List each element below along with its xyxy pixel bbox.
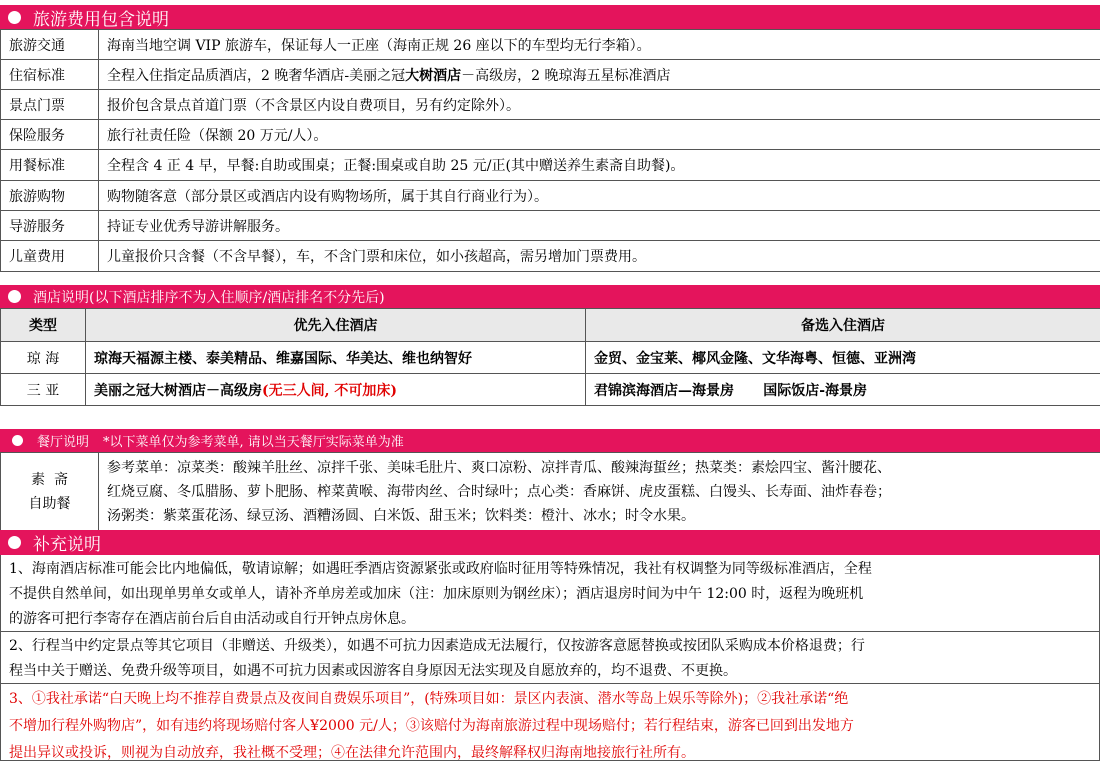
bullet-icon: [12, 435, 23, 446]
restaurant-menu: [99, 453, 1100, 531]
bullet-icon: [8, 11, 21, 24]
row-label: 旅游购物: [1, 181, 99, 211]
note-line: 2、行程当中约定景点等其它项目（非赠送、升级类），如遇不可抗力因素造成无法履行，仅按游客意愿替换或按团队采购成本价格退费；行: [9, 634, 1091, 659]
restaurant-section-header: [0, 429, 1100, 452]
supplement-note-2: [0, 632, 1100, 684]
row-text: [99, 60, 1100, 90]
row-label: 儿童费用: [1, 241, 99, 272]
hotel-preferred-name: 美丽之冠大树酒店－高级房: [94, 383, 262, 399]
hotel-preferred: [86, 374, 586, 406]
note-line: 提出异议或投诉，则视为自动放弃，我社概不受理；④在法律允许范围内，最终解释权归海南地接旅行社所有。: [9, 740, 1091, 767]
header-type: 类型: [1, 309, 86, 342]
row-label: 住宿标准: [1, 60, 99, 90]
bullet-icon: [8, 290, 21, 303]
row-text: 儿童报价只含餐（不含早餐），车，不含门票和床位，如小孩超高，需另增加门票费用。: [99, 241, 1100, 272]
hotel-preferred-name: 琼海天福源主楼、泰美精品、维嘉国际、华美达、维也纳智好: [94, 351, 472, 367]
menu-line: 参考菜单：凉菜类：酸辣羊肚丝、凉拌千张、美味毛肚片、爽口凉粉、凉拌青瓜、酸辣海蜇丝；热菜类：素烩四宝、酱汁腰花、: [107, 456, 1092, 480]
table-row: [1, 342, 1100, 374]
table-row: [1, 120, 1100, 150]
restaurant-label-line: 自助餐: [9, 492, 90, 516]
supplement-note-3: [0, 684, 1100, 761]
row-text-part: 全程入住指定品质酒店，2 晚奢华酒店-美丽之冠: [107, 68, 405, 84]
row-label: 景点门票: [1, 90, 99, 120]
cost-table: [0, 29, 1100, 272]
row-text: 持证专业优秀导游讲解服务。: [99, 211, 1100, 241]
hotel-section-header: [0, 285, 1100, 308]
supplement-section-title: 补充说明: [33, 530, 101, 555]
hotel-table: [0, 308, 1100, 406]
table-row: [1, 30, 1100, 60]
restaurant-table: [0, 452, 1100, 531]
bullet-icon: [8, 536, 21, 549]
table-header-row: [1, 309, 1100, 342]
row-label: 旅游交通: [1, 30, 99, 60]
hotel-type: 琼 海: [1, 342, 86, 374]
note-line: 程当中关于赠送、免费升级等项目，如遇不可抗力因素或因游客自身原因无法实现及自愿放弃的，均不退费、不更换。: [9, 659, 1091, 684]
table-row: [1, 181, 1100, 211]
row-text: 全程含 4 正 4 早，早餐:自助或围桌；正餐:围桌或自助 25 元/正(其中赠送养生素斋自助餐)。: [99, 150, 1100, 181]
row-text: 购物随客意（部分景区或酒店内设有购物场所，属于其自行商业行为）。: [99, 181, 1100, 211]
menu-line: 汤粥类：紫菜蛋花汤、绿豆汤、酒糟汤圆、白米饭、甜玉米；饮料类：橙汁、冰水；时令水果。: [107, 504, 1092, 528]
note-line: 不提供自然单间，如出现单男单女或单人，请补齐单房差或加床（注：加床原则为钢丝床）；酒店退房时间为中午 12:00 时，返程为晚班机: [9, 582, 1091, 607]
hotel-type: 三 亚: [1, 374, 86, 406]
note-line: 的游客可把行李寄存在酒店前台后自由活动或自行开钟点房休息。: [9, 607, 1091, 632]
row-text-bold: 大树酒店: [405, 68, 461, 84]
table-row: [1, 150, 1100, 181]
note-line: 不增加行程外购物店”，如有违约将现场赔付客人¥2000 元/人；③该赔付为海南旅游过程中现场赔付；若行程结束，游客已回到出发地方: [9, 713, 1091, 740]
hotel-section-title: 酒店说明(以下酒店排序不为入住顺序/酒店排名不分先后): [33, 287, 385, 307]
menu-line: 红烧豆腐、冬瓜腊肠、萝卜肥肠、榨菜黄喉、海带肉丝、合时绿叶；点心类：香麻饼、虎皮蛋糕、白馒头、长寿面、油炸春卷；: [107, 480, 1092, 504]
table-row: [1, 453, 1100, 531]
restaurant-label: [1, 453, 99, 531]
restaurant-section-title: 餐厅说明: [37, 431, 89, 450]
row-text: 海南当地空调 VIP 旅游车，保证每人一正座（海南正规 26 座以下的车型均无行李箱）。: [99, 30, 1100, 60]
row-text: 报价包含景点首道门票（不含景区内设自费项目，另有约定除外）。: [99, 90, 1100, 120]
supplement-note-1: [0, 555, 1100, 632]
table-row: [1, 90, 1100, 120]
hotel-alternate: 君锦滨海酒店—海景房 国际饭店-海景房: [586, 374, 1100, 406]
hotel-alternate: 金贸、金宝莱、椰风金隆、文华海粤、恒德、亚洲湾: [586, 342, 1100, 374]
cost-section-title: 旅游费用包含说明: [33, 5, 169, 30]
hotel-preferred-note: (无三人间, 不可加床): [262, 383, 397, 399]
row-label: 用餐标准: [1, 150, 99, 181]
restaurant-label-line: 素 斋: [9, 468, 90, 492]
header-alternate: 备选入住酒店: [586, 309, 1100, 342]
table-row: [1, 374, 1100, 406]
row-text-part: －高级房，2 晚琼海五星标准酒店: [461, 68, 670, 84]
cost-section-header: [0, 5, 1100, 29]
row-text: 旅行社责任险（保额 20 万元/人）。: [99, 120, 1100, 150]
row-label: 保险服务: [1, 120, 99, 150]
header-preferred: 优先入住酒店: [86, 309, 586, 342]
restaurant-section-subtitle: *以下菜单仅为参考菜单, 请以当天餐厅实际菜单为准: [103, 431, 404, 450]
note-line: 3、①我社承诺“白天晚上均不推荐自费景点及夜间自费娱乐项目”，(特殊项目如：景区内表演、潜水等岛上娱乐等除外)；②我社承诺“绝: [9, 686, 1091, 713]
note-line: 1、海南酒店标准可能会比内地偏低，敬请谅解；如遇旺季酒店资源紧张或政府临时征用等特殊情况，我社有权调整为同等级标准酒店，全程: [9, 557, 1091, 582]
table-row: [1, 211, 1100, 241]
row-label: 导游服务: [1, 211, 99, 241]
hotel-preferred: [86, 342, 586, 374]
table-row: [1, 241, 1100, 272]
supplement-section-header: [0, 530, 1100, 555]
table-row: [1, 60, 1100, 90]
